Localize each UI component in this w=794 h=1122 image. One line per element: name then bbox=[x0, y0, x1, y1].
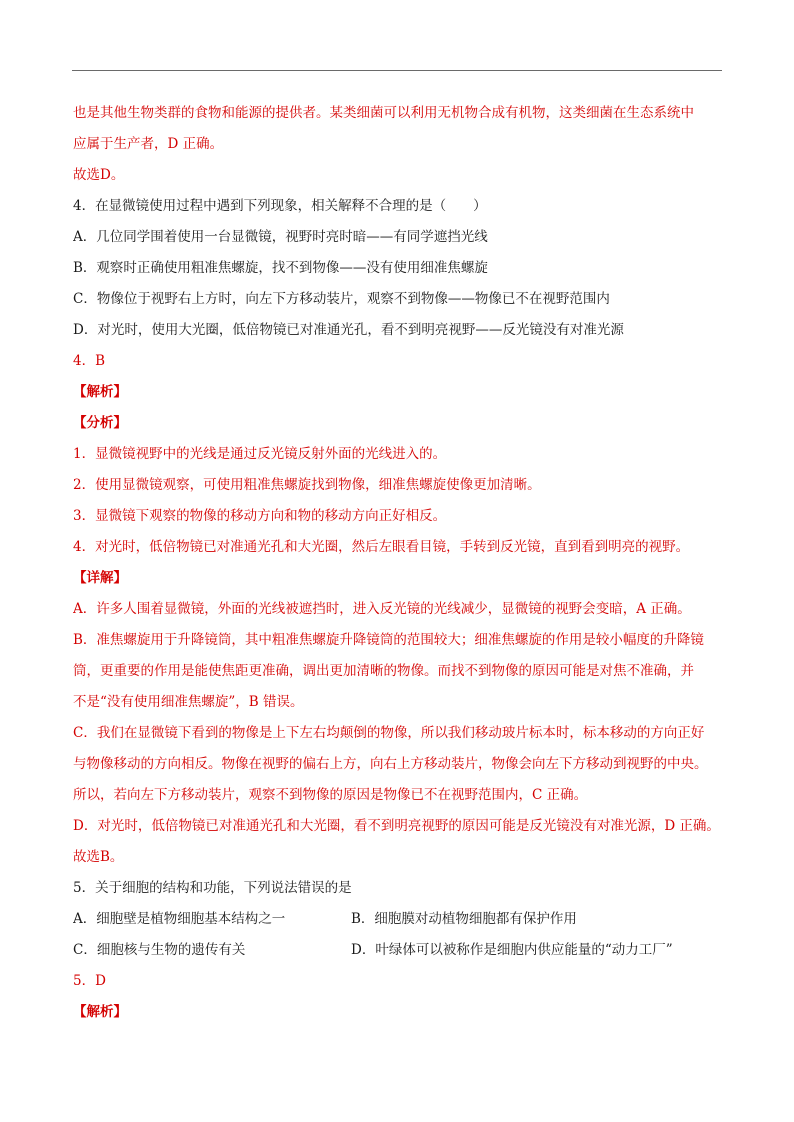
detail-c-line-3: 所以，若向左下方移动装片，观察不到物像的原因是物像已不在视野范围内，C 正确。 bbox=[73, 787, 588, 803]
question-5-answer: 5．D bbox=[73, 973, 106, 989]
question-5-options-row-1 bbox=[73, 904, 723, 935]
question-4-option-b: B．观察时正确使用粗准焦螺旋，找不到物像——没有使用细准焦螺旋 bbox=[73, 260, 488, 276]
analysis-point-4: 4．对光时，低倍物镜已对准通光孔和大光圈，然后左眼看目镜，手转到反光镜，直到看到明亮的视野。 bbox=[73, 539, 690, 555]
question-4-option-c: C．物像位于视野右上方时，向左下方移动装片，观察不到物像——物像已不在视野范围内 bbox=[73, 291, 610, 307]
question-4-stem: 4．在显微镜使用过程中遇到下列现象，相关解释不合理的是（ ） bbox=[73, 198, 487, 214]
detail-b-line-1: B．准焦螺旋用于升降镜筒，其中粗准焦螺旋升降镜筒的范围较大；细准焦螺旋的作用是较小幅度的升降镜 bbox=[73, 632, 704, 648]
question-5-option-a: A．细胞壁是植物细胞基本结构之一 bbox=[73, 911, 286, 927]
detail-tag: 【详解】 bbox=[73, 570, 127, 586]
question-5-option-c: C．细胞核与生物的遗传有关 bbox=[73, 942, 246, 958]
question-5-analysis-tag: 【解析】 bbox=[73, 1004, 127, 1020]
document-body bbox=[73, 98, 723, 1028]
analysis-point-1: 1．显微镜视野中的光线是通过反光镜反射外面的光线进入的。 bbox=[73, 446, 447, 462]
analysis-point-3: 3．显微镜下观察的物像的移动方向和物的移动方向正好相反。 bbox=[73, 508, 447, 524]
analysis-tag: 【解析】 bbox=[73, 384, 127, 400]
question-4-option-a: A．几位同学围着使用一台显微镜，视野时亮时暗——有同学遮挡光线 bbox=[73, 229, 488, 245]
fenxi-tag: 【分析】 bbox=[73, 415, 127, 431]
conclusion: 故选B。 bbox=[73, 849, 124, 865]
question-4-option-d: D．对光时，使用大光圈，低倍物镜已对准通光孔，看不到明亮视野——反光镜没有对准光源 bbox=[73, 322, 624, 338]
question-5-option-b: B．细胞膜对动植物细胞都有保护作用 bbox=[351, 911, 577, 927]
detail-b-line-3: 不是“没有使用细准焦螺旋”，B 错误。 bbox=[73, 694, 304, 710]
header-rule bbox=[72, 70, 722, 71]
text-line: 应属于生产者，D 正确。 bbox=[73, 136, 224, 152]
question-5-option-d: D．叶绿体可以被称作是细胞内供应能量的“动力工厂” bbox=[351, 942, 673, 958]
detail-c-line-1: C．我们在显微镜下看到的物像是上下左右均颠倒的物像，所以我们移动玻片标本时，标本移动的方向正好 bbox=[73, 725, 705, 741]
text-line: 故选D。 bbox=[73, 167, 125, 183]
question-5-stem: 5．关于细胞的结构和功能，下列说法错误的是 bbox=[73, 880, 352, 896]
detail-c-line-2: 与物像移动的方向相反。物像在视野的偏右上方，向右上方移动装片，物像会向左下方移动到视野的中央。 bbox=[73, 756, 708, 772]
question-5-options-row-2 bbox=[73, 935, 723, 966]
text-line: 也是其他生物类群的食物和能源的提供者。某类细菌可以利用无机物合成有机物，这类细菌在生态系统中 bbox=[73, 105, 694, 121]
detail-d: D．对光时，低倍物镜已对准通光孔和大光圈，看不到明亮视野的原因可能是反光镜没有对准光源，D 正确。 bbox=[73, 818, 720, 834]
analysis-point-2: 2．使用显微镜观察，可使用粗准焦螺旋找到物像，细准焦螺旋使像更加清晰。 bbox=[73, 477, 541, 493]
detail-b-line-2: 筒，更重要的作用是能使焦距更准确，调出更加清晰的物像。而找不到物像的原因可能是对焦不准确，并 bbox=[73, 663, 694, 679]
question-4-answer: 4．B bbox=[73, 353, 106, 369]
detail-a: A．许多人围着显微镜，外面的光线被遮挡时，进入反光镜的光线减少，显微镜的视野会变暗，A 正确。 bbox=[73, 601, 691, 617]
